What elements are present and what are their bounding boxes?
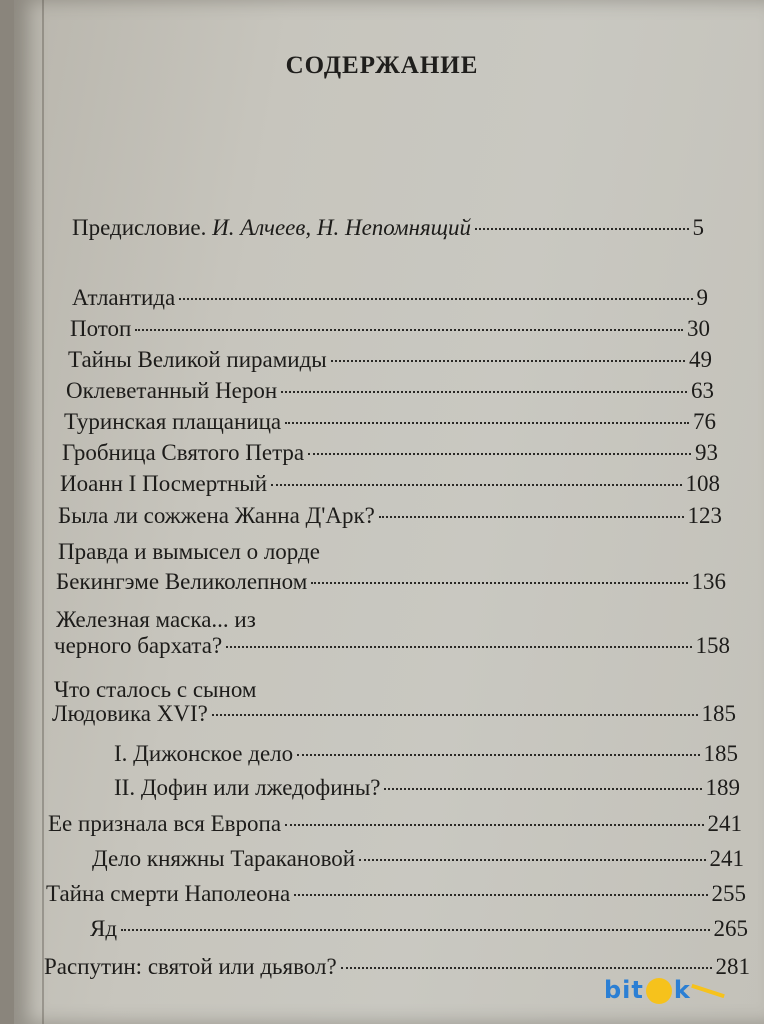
toc-entry (64, 408, 716, 436)
toc-entry (114, 740, 738, 768)
entry-title: II. Дофин или лжедофины? (114, 775, 381, 800)
toc-entry (68, 346, 712, 374)
page-number: 108 (685, 471, 720, 496)
leader-dots (475, 228, 688, 230)
page-number: 158 (695, 633, 730, 658)
entry-title: Тайна смерти Наполеона (46, 881, 291, 906)
entry-title: I. Дижонское дело (114, 741, 294, 766)
toc-entry (62, 439, 718, 467)
leader-dots (285, 824, 703, 826)
smiley-ball-icon (646, 978, 672, 1004)
page-number: 30 (687, 316, 710, 341)
toc-entry-preface (72, 214, 704, 242)
leader-dots (294, 894, 707, 896)
entry-title: Туринская плащаница (64, 409, 282, 434)
entry-title-line: Что сталось с сыном (54, 677, 257, 702)
entry-title-line: Правда и вымысел о лорде (58, 539, 320, 564)
page-number: 123 (687, 503, 722, 528)
entry-title: Была ли сожжена Жанна Д'Арк? (58, 503, 375, 528)
leader-dots (285, 422, 689, 424)
page-number: 281 (715, 954, 750, 979)
preface-label: Предисловие. (72, 215, 207, 240)
leader-dots (121, 929, 709, 931)
toc-entry (48, 810, 742, 838)
page-number: 241 (707, 811, 742, 836)
leader-dots (311, 582, 687, 584)
preface-authors: И. Алчеев, Н. Непомнящий (212, 215, 472, 240)
page-number: 9 (696, 285, 708, 310)
leader-dots (135, 329, 683, 331)
entry-title: Яд (90, 916, 118, 941)
page-title: СОДЕРЖАНИЕ (285, 52, 479, 79)
leader-dots (226, 646, 691, 648)
entry-title: Потоп (70, 316, 132, 341)
entry-title: Распутин: святой или дьявол? (44, 954, 337, 979)
leader-dots (331, 360, 685, 362)
leader-dots (212, 714, 698, 716)
page-number: 93 (695, 440, 718, 465)
leader-dots (179, 298, 692, 300)
entry-title: Ее признала вся Европа (48, 811, 282, 836)
page-number: 136 (691, 569, 726, 594)
toc-entry (114, 774, 740, 802)
toc-entry (72, 284, 708, 312)
entry-title: Иоанн I Посмертный (60, 471, 268, 496)
leader-dots (271, 484, 681, 486)
page-number: 185 (701, 701, 736, 726)
watermark-text-left: bit (604, 976, 644, 1004)
entry-title: Дело княжны Таракановой (92, 846, 356, 871)
toc-entry (92, 845, 744, 873)
leader-dots (297, 754, 699, 756)
entry-title: Оклеветанный Нерон (66, 378, 278, 403)
toc-entry (54, 632, 730, 660)
entry-title: Бекингэме Великолепном (56, 569, 308, 594)
toc-entry (90, 915, 748, 943)
entry-title: черного бархата? (54, 633, 223, 658)
page-number: 5 (692, 215, 704, 240)
leader-dots (308, 453, 691, 455)
page-number: 63 (691, 378, 714, 403)
toc-entry (56, 568, 726, 596)
watermark-text-right: k (673, 976, 691, 1004)
leader-dots (359, 859, 705, 861)
leader-dots (379, 516, 684, 518)
leader-dots (281, 391, 687, 393)
entry-title: Гробница Святого Петра (62, 440, 305, 465)
page-number: 76 (693, 409, 716, 434)
entry-title: Людовика XVI? (52, 701, 208, 726)
page-number: 189 (705, 775, 740, 800)
toc-entry (70, 315, 710, 343)
leader-dots (341, 967, 712, 969)
toc-entry (58, 502, 722, 530)
entry-title: Атлантида (72, 285, 176, 310)
toc-entry (66, 377, 714, 405)
toc-entry (60, 470, 720, 498)
toc-entry (52, 700, 736, 728)
page-number: 265 (713, 916, 748, 941)
logo-swoosh-icon (691, 984, 725, 998)
page-number: 49 (689, 347, 712, 372)
entry-title: Тайны Великой пирамиды (68, 347, 327, 372)
page-number: 185 (703, 741, 738, 766)
leader-dots (384, 788, 701, 790)
watermark-logo (604, 976, 754, 1012)
page-number: 241 (709, 846, 744, 871)
entry-title-line: Железная маска... из (56, 607, 256, 632)
page-number: 255 (711, 881, 746, 906)
toc-entry (46, 880, 746, 908)
